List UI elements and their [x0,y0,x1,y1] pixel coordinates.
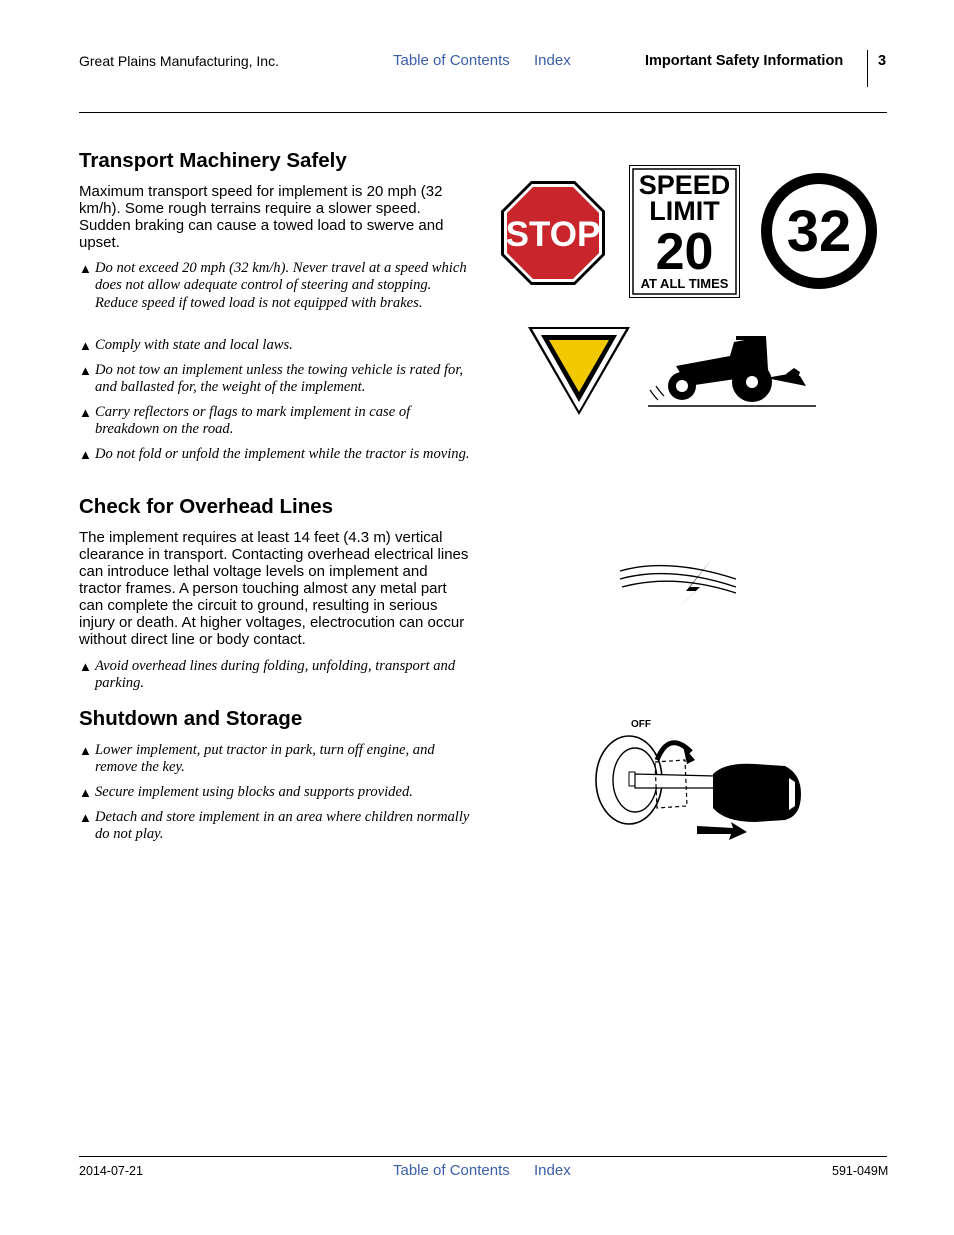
footer-rule [79,1156,887,1157]
speed-sign-line3: AT ALL TIMES [640,276,729,291]
header-rule [79,112,887,113]
transport-bullet: ▲ Do not exceed 20 mph (32 km/h). Never travel at a speed which does not allow adequate control of steering and stopping. Reduce speed if towed load is not equipped with brakes. [79,260,467,311]
footer-doc-number: 591-049M [832,1164,889,1178]
header-section-title: Important Safety Information [645,53,844,69]
overhead-bullet: ▲ Avoid overhead lines during folding, unfolding, transport and parking. [79,658,456,692]
header-company: Great Plains Manufacturing, Inc. [79,53,279,69]
header-index-link[interactable]: Index [534,52,571,69]
tractor-icon [648,330,818,410]
key-ignition-icon [595,716,805,846]
overhead-body: The implement requires at least 14 feet (4.3 m) vertical clearance in transport. Contacting overhead electrical lines can introduce lethal voltage levels on implement and tractor frames. A person touching almost any metal part can complete the circuit to ground, resulting in serious injury or death. At higher voltages, electrocution can occur without direct line or body contact. [79,529,469,648]
key-off-label: OFF [631,719,651,730]
footer-toc-link[interactable]: Table of Contents [393,1162,510,1179]
stop-sign-icon [500,180,606,286]
transport-bullet: ▲ Comply with state and local laws. [79,337,293,353]
header-toc-link[interactable]: Table of Contents [393,52,510,69]
footer-index-link[interactable]: Index [534,1162,571,1179]
transport-bullet: ▲ Do not fold or unfold the implement while the tractor is moving. [79,446,470,462]
transport-body: Maximum transport speed for implement is 20 mph (32 km/h). Some rough terrains require a slower speed. Sudden braking can cause a towed load to swerve and upset. [79,183,444,251]
speed-sign-line1: SPEED [638,170,731,200]
shutdown-bullet: ▲ Detach and store implement in an area where children normally do not play. [79,809,470,843]
stop-sign-text: STOP [505,215,601,254]
header-divider [867,50,868,87]
shutdown-heading: Shutdown and Storage [79,707,303,730]
speed-32-sign-icon [760,172,878,290]
yield-sign-icon [527,326,631,416]
overhead-lines-icon [618,557,738,613]
speed-limit-sign-icon [629,165,740,298]
page-number: 3 [878,53,887,69]
speed-sign-line2: LIMIT [649,196,720,226]
footer-date: 2014-07-21 [79,1164,143,1178]
transport-bullet: ▲ Do not tow an implement unless the towing vehicle is rated for, and ballasted for, the weight of the implement. [79,362,464,396]
speed-sign-value: 20 [655,223,714,281]
transport-heading: Transport Machinery Safely [79,149,347,172]
transport-bullet: ▲ Carry reflectors or flags to mark implement in case of breakdown on the road. [79,404,411,438]
shutdown-bullet: ▲ Secure implement using blocks and supports provided. [79,784,413,800]
overhead-heading: Check for Overhead Lines [79,495,334,518]
circle-sign-value: 32 [786,199,852,264]
shutdown-bullet: ▲ Lower implement, put tractor in park, turn off engine, and remove the key. [79,742,435,776]
